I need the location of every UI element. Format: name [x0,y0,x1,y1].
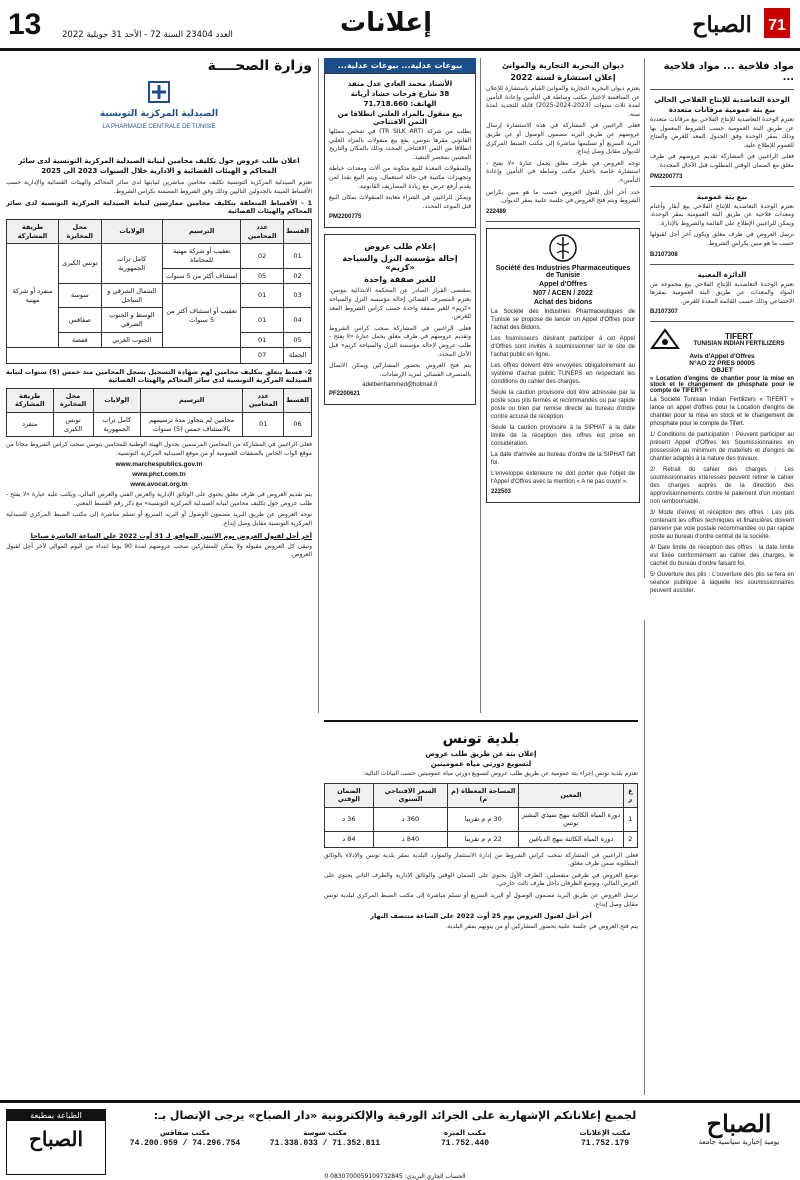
tifert-number: N°AO 22 PRES 00005 [689,360,755,368]
body-text: ويمكن للراغبين في الشراء معاينة المنقولات بمكان البيع قبل الموعد المحدد. [329,194,471,210]
table-cell: 04 [284,308,312,332]
office-item [115,1129,255,1148]
table-cell: 22 م م تقريبا [448,831,519,847]
tender-subtitle: إحالة مؤسسة النزل والسياحة «كريم» [342,254,458,273]
body-text: فعلى الراغبين في المشاركة في هذه الاستشارة إرسال عروضهم عن طريق البريد مضمون الوصول أو عن طريق البريد السريع أو تسليمها مباشرة إلى مكتب الضبط المركزي للديوان مقابل وصل إيداع. [486,122,640,156]
office-name: مكتب المنزه [443,1129,487,1137]
body-text: توجه العروض في ظرف مغلق يحمل عبارة «لا يفتح - استشارة خاصة باختيار مكتب وساطة في التأمين وإعادة التأمين». [486,159,640,184]
table-cell: كامل تراب الجمهورية [93,412,140,436]
table-cell: محامين لم يتجاوز مدة ترسيمهم بالاستئناف خمس (5) سنوات [140,412,243,436]
table-cell: 03 [284,284,312,308]
municipality-subtitle: إعلان بتة عن طريق طلب عروض [425,750,537,758]
section-title: إعلانات [340,8,433,38]
hotel-tender-ad [324,234,476,405]
body-text: 5/ Ouverture des plis : L'ouverture des plis se fera en séance publique à laquelle les soumissionnaires peuvent assister. [650,572,794,595]
table-row [7,412,312,436]
footer-banner [0,1100,800,1180]
ad-ref: PF2200621 [329,391,361,398]
column-header: محل المخابرة [53,388,93,412]
table-cell: 01 [241,284,284,308]
column-header: السعر الافتتاحي السنوي [373,783,448,807]
website-link[interactable]: www.avocat.org.tn [130,481,188,489]
table-cell: منفرد [7,412,54,436]
table-total-row [7,348,312,364]
siphat-date-note: La date d'arrivée au bureau d'ordre de la SIPHAT fait foi. [491,451,635,466]
body-text: تعتزم الوحدة التعاضدية للإنتاج الفلاحي بيع أبقار وأغنام ومعدات فلاحية عن طريق البتة العمومية بمقر الوحدة، ويمكن للراغبين الإطلاع على القائمة والشروط بالإدارة. [650,202,794,227]
divider [650,321,794,322]
body-text: فعلى الراغبين في المشاركة سحب كراس الشروط وتقديم عروضهم في ظرف مغلق يحمل عبارة «لا يفتح - طلب عروض لإحالة مؤسسة النزل والسياحة كريم» قبل الأجل المحدد. [329,324,471,358]
siphat-ad [486,228,640,503]
column-header: الولايات [93,388,140,412]
tifert-subtitle: TUNISIAN INDIAN FERTILIZERS [693,340,785,347]
divider [650,186,794,187]
column-header: الولايات [101,220,162,244]
ministry-title: وزارة الصحــــة [207,58,312,74]
ad-ref: PM2200775 [329,214,362,221]
column-header: المساحة المعطاة (م م) [448,783,519,807]
tifert-object-text: « Location d'engins de chantier pour la mise en stock et le changement de phosphate pour le compte de TIFERT » [650,376,794,395]
header-rule [0,48,800,51]
tender-title: إعلام طلب عروض [364,242,436,252]
pct-logo [99,80,219,150]
tifert-avis: Avis d'Appel d'Offres [689,353,755,361]
omp-title: ديوان البحرية التجارية والموانئ [501,61,625,70]
table-header-row [7,388,312,412]
municipality-deadline: آخر أجل لقبول العروض يوم 25 أوت 2022 على الساعة منتصف النهار [370,912,592,921]
table-cell: تعقيب أو استئناف أكثر من 5 سنوات [163,284,241,348]
body-text: تعتزم الوحدة التعاضدية للإنتاج الفلاحي بيع مرقانات متعددة عن طريق البتة العمومية حسب الشروط المعمول بها وذلك بمقر الوحدة وفق الجدول المعد للغرض والمتاح للعموم للإطلاع عليه. [650,116,794,149]
body-text: والمنقولات المعدة للبيع متكونة من آلات ومعدات خياطة وتجهيزات مكتبية في حالة استعمال، ويتم البيع نقدا لمن يقدم أرفع عرض مع زيادة المصاريف القانونية. [329,165,471,190]
tifert-body: La Société Tunisian Indian Fertilizers « TIFERT » lance un appel d'offres pour la Location d'engins de chantier pour la mise en stock et le changement de phosphate pour le compte de Tifert. [650,397,794,428]
table-cell: 01 [243,412,284,436]
body-text: Les offres doivent être envoyées obligatoirement au système d'achat public TUNEPS en respectant les conditions du cahier des charges. [491,362,635,385]
body-text: Seule la caution provisoire doit être adressée par la poste sous plis fermés et recommandés ou par rapide poste ou bien par remise directe au bureau d'ordre contre accusé de réception. [491,389,635,420]
contact-email: adelbenhammed@hotmail.fr [362,382,438,389]
office-name: مكتب الإعلانات [579,1129,631,1137]
column-divider [480,58,481,713]
table-cell: 01 [241,332,284,348]
table-cell: تونس الكبرى [59,244,102,284]
tifert-title: TIFERT [725,331,753,341]
table-cell: قفصة [59,332,102,348]
office-item [535,1129,675,1148]
table-cell: 06 [284,412,312,436]
body-text: توضع العروض في ظرفين منفصلين: الظرف الأول يحتوي على الضمان الوقتي والوثائق الإدارية والظرف الثاني يحتوي على العرض المالي، ويوضع الظرفان داخل ظرف ثالث خارجي. [324,871,638,888]
body-text: 2/ Retrait du cahier des charges : Les soumissionnaires intéressés peuvent retirer le cahier des charges auprès de la direction des approvisionnements contre le paiement d'un montant non remboursable. [650,467,794,506]
lawyer-address: 38 شارع فرحات حشاد أريانة [350,90,450,98]
table-cell: صفاقس [59,308,102,332]
column-header: القسط [284,388,312,412]
judicial-sale-ad [324,73,476,228]
print-kicker: الطباعة بمطبعة [7,1110,105,1121]
office-phone: 71.752.179 [580,1139,629,1148]
pct-name-fr: LA PHARMACIE CENTRALE DE TUNISIE [102,124,216,130]
agri-sub2: بيع بتة عمومية مرقانات متعددة [668,106,776,114]
table-cell: تونس الكبرى [53,412,93,436]
office-name: مكتب سوسة [303,1129,347,1137]
body-text: ترسل العروض عن طريق البريد مضمون الوصول أو البريد السريع أو تسلم مباشرة إلى مكتب الضبط المركزي لبلدية تونس مقابل وصل إيداع. [324,891,638,908]
merchant-marine-column [486,58,640,713]
table-cell: 01 [241,308,284,332]
print-name: الصباح [28,1127,84,1151]
page-number: 13 [8,8,42,41]
ad-ref: 222503 [491,488,512,495]
body-text: L'enveloppe extérieure ne doit porter que l'objet de l'Appel d'Offres avec la mention « A ne pas ouvrir ». [491,470,635,485]
ad-ref: PM2200773 [650,173,683,180]
office-name: مكتب صفاقس [159,1129,211,1137]
body-text: بمقتضى القرار الصادر عن المحكمة الابتدائية بتونس، يعتزم المتصرف القضائي إحالة مؤسسة النزل والسياحة «كريم» للغير صفقة واحدة حسب كراس الشروط المعد للغرض. [329,287,471,321]
omp-subtitle: إعلان استشارة لسنة 2022 [510,73,616,82]
table-cell: 05 [284,332,312,348]
body-text: فعلى الراغبين في المشاركة من المحامين المرسمين بجدول الهيئة الوطنية للمحامين بتونس سحب كراس الشروط مجانا من موقع الواب الخاص بالصفقات العمومية أو من موقع الصيدلية المركزية التونسية: [6,441,312,457]
column-header: عدد المحامين [243,388,284,412]
column-header: الترسيم [140,388,243,412]
office-phone: 71.338.033 / 71.352.811 [269,1139,381,1148]
table-row [7,244,312,268]
website-link[interactable]: www.phct.com.tn [132,471,186,479]
assabah-logo [684,1109,794,1175]
siphat-title: Société des Industries Pharmaceutiques de Tunisie [495,264,631,279]
ad-ref: BJ107308 [650,251,678,258]
deadline: آخر أجل لقبول العروض يوم الاثنين الموافق لـ 31 أوت 2022 على الساعة العاشرة صباحا [30,531,312,540]
agri-mid-title: بيع بتة عمومية [696,192,748,201]
table-cell: تعقيب أو شركة مهنية للمحاماة [163,244,241,268]
assabah-name: الصباح [706,1109,772,1138]
lot6-table [6,388,312,437]
table-cell: الشمال الشرقي و الساحل [101,284,162,308]
body-text: ترسل العروض في ظرف مغلق ويكون آخر أجل لقبولها حسب ما هو مبين بكراس الشروط. [650,231,794,247]
siphat-ao: Appel d'Offres [539,280,587,288]
divider [650,264,794,265]
body-text: Les fournisseurs désirant participer à cet Appel d'Offres sont invités à soumissionner sur le site de l'achat public en ligne. [491,335,635,358]
tender-intro: اعلان طلب عروض حول تكليف محامين لنيابة الصيدلية المركزية التونسية لدى سائر المحاكم و الهيئات القضائية و الادارية خلال السنوات 2023 الى 2025 [18,157,300,175]
table-cell: 1 [623,807,637,831]
office-item [255,1129,395,1148]
judicial-sales-column [324,58,476,713]
table-cell: منفرد أو شركة مهنية [7,244,59,348]
ad-ref: 222489 [486,208,507,215]
table-cell: 01 [284,244,312,268]
column-header: القسط [284,220,312,244]
siphat-achat: Achat des bidons [533,298,593,306]
total-value: 07 [241,348,284,364]
table-header-row [325,783,638,807]
section2-title: 2- قسط يتعلق بتكليف محامين لهم شهادة التسجيل بسجل المحامين منذ خمس (5) سنوات لنيابة الصيدلية المركزية التونسية لدى سائر المحاكم والهيئات القضائية [6,367,312,384]
body-text: تعتزم الصيدلية المركزية التونسية تكليف محامين مباشرين لنيابتها لدى سائر المحاكم والهيئات القضائية والإدارية حسب الأقساط المبينة بالجدولين التاليين وذلك وفق الشروط المضمنة بكراس الشروط. [6,179,312,195]
column-header: عدد المحامين [241,220,284,244]
column-divider [644,620,645,1095]
health-ministry-column [6,58,312,1098]
municipality-sub2: لتسويغ دورتي مياه عموميتين [430,760,532,768]
body-text: يتم تقديم العروض في ظرف مغلق يحتوي على الوثائق الإدارية والعرض الفني والعرض المالي، ويكتب عليه عبارة «لا يفتح - طلب عروض حول تكليف محامين لنيابة الصيدلية المركزية التونسية» مع ذكر رقم القسط المعني. [6,491,312,507]
table-cell: 02 [284,268,312,284]
table-cell: 84 د [325,831,374,847]
column-header: الترسيم [163,220,241,244]
tifert-ad [650,328,794,595]
office-item [395,1129,535,1148]
body-text: يتم فتح العروض في جلسة علنية بحضور المشاركين أو من ينوبهم بمقر البلدية. [445,923,638,931]
table-cell: الجنوب الغربي [101,332,162,348]
body-text: حدد آخر أجل لقبول العروض حسب ما هو مبين بكراس الشروط ويتم فتح العروض في جلسة علنية بمقر الديوان. [486,188,640,205]
banner-message: لجميع إعلاناتكم الإشهارية على الجرائد الورقية والإلكترونية «دار الصباح» يرجى الإتصال بـ: [153,1109,637,1122]
ad-ref: BJ107307 [650,309,678,316]
offices-list [115,1129,675,1148]
table-cell: 05 [241,268,284,284]
table-cell [7,348,241,364]
sale-notice: بيع منقول بالمزاد العلني انطلاقا من الثمن الافتتاحي [337,110,463,126]
issue-line: العدد 23404 السنة 72 - الأحد 31 جويلية 2022 [62,30,233,40]
website-link[interactable]: www.marchespublics.gov.tn [115,461,203,469]
tifert-objet: OBJET [711,367,733,375]
newspaper-logo [682,4,792,44]
divider [650,89,794,90]
column-header: الضمان الوقتي [325,783,374,807]
body-text: توجه العروض عن طريق البريد مضمون الوصول أو البريد السريع أو تسلم مباشرة إلى مكتب الضبط المركزي للصيدلية المركزية التونسية مقابل وصل إيداع. [6,511,312,528]
agri-subtitle: الوحدة التعاضدية للإنتاج الفلاحي الحالي [654,96,790,104]
body-text: 3/ Mode d'envoi et réception des offres : Les plis contenant les offres techniques et financières doivent parvenir par voie postale recommandée ou par rapide poste au bureau d'ordre central de la société. [650,510,794,541]
judicial-banner: بيوعات عدلية... بيوعات عدلية... [324,58,476,73]
office-phone: 74.200.959 / 74.296.754 [129,1139,241,1148]
column-header: المعين [519,783,623,807]
agri-list-title: الدائرة المعنية [697,270,747,279]
siphat-number: N07 / ACEN / 2022 [533,289,593,297]
body-text: وتبقى كل العروض مقبولة ولا يمكن للمشاركين سحب عروضهم لمدة 90 يوما ابتداء من اليوم الموالي لآخر أجل لقبول العروض. [6,542,312,559]
table-row [325,831,638,847]
body-text: يعتزم ديوان البحرية التجارية والموانئ القيام باستشارة للإعلان عن المنافسة لاختيار مكتب وساطة في التأمين وإعادة التأمين لمدة ثلاث سنوات (2023-2024-2025) قابلة للتجديد لمدة سنة. [486,85,640,118]
column-header: طريقة المشاركة [7,220,59,244]
total-label: الجملة [284,348,312,364]
body-text: 4/ Date limite de réception des offres : la date limite est fixée conformément au cahier des charges, le cachet du bureau d'ordre faisant foi. [650,545,794,568]
body-text: يتم فتح العروض بحضور المشاركين ويمكن الاتصال بالمتصرف القضائي لمزيد الإرشادات. [329,362,471,378]
column-header: ع ر [623,783,637,807]
table-cell: 02 [241,244,284,268]
body-text: فعلى الراغبين في المشاركة تقديم عروضهم في ظرف مغلق مع الضمان الوقتي المطلوب قبل الآجال المحددة. [650,153,794,169]
table-cell: 840 د [373,831,448,847]
tender-subtitle2: للغير صفقة واحدة [364,275,436,285]
body-text: Seule la caution provisoire à la SIPHAT à la date limite de la réception des offres est prise en considération. [491,424,635,447]
body-text: تعتزم بلدية تونس إجراء بتة عمومية عن طريق طلب عروض لتسويغ دورتي مياه عموميتين حسب البيانات التالية: [362,770,638,777]
column-divider [318,58,319,713]
table-cell: كامل تراب الجمهورية [101,244,162,284]
body-text: بطلب من شركة (TR SILK ART) في شخص ممثلها القانوني مقرها بتونس، يقع بيع منقولات بالمزاد العلني انطلاقا من الثمن الافتتاحي المحدد وذلك بالمكان والتاريخ المعينين بمحضر التنفيذ. [329,128,471,161]
lawyer-phone: الهاتف: 71.718.660 [363,100,437,108]
body-text: فعلى الراغبين في المشاركة سحب كراس الشروط من إدارة الاستثمار والموارد البلدية بمقر بلدية تونس والإدلاء بالوثائق المطلوبة ضمن ظرف مغلق. [324,851,638,868]
page-header [0,0,800,50]
divider [486,221,640,222]
body-text: تعتزم الوحدة التعاضدية للإنتاج الفلاحي بيع مجموعة من المواد والمعدات عن طريق البتة العمومية بمقرها الاجتماعي وذلك حسب القائمة المعدة للغرض. [650,280,794,305]
table-cell: 360 د [373,807,448,831]
table-cell: دورة المياه الكائنة بنهج الدباغين [519,831,623,847]
body-text: 1/ Conditions de participation : Peuvent participer au présent Appel d'Offres les Soumissionnaires en possession au minimum de matériels et d'engins de chantier adaptés à la nature des travaux. [650,432,794,463]
table-cell: دورة المياه الكائنة بنهج سيدي البشير تونس [519,807,623,831]
assabah-tagline: يومية إخبارية سياسية جامعة [698,1138,780,1146]
office-phone: 71.752.440 [440,1139,489,1148]
column-header: محل المخابرة [59,220,102,244]
table-row [325,807,638,831]
table-cell: 2 [623,831,637,847]
lawyer-name: الأستاذ محمد العادي عدل منفذ [347,80,453,88]
table-cell: سوسة [59,284,102,308]
agri-ads-column [650,58,794,1098]
logo-text: الصباح [692,12,752,38]
siphat-body: La Société des Industries Pharmaceutiques de Tunisie se propose de lancer un Appel d'Offres pour l'achat des Bidons. [491,308,635,331]
table-cell: 36 د [325,807,374,831]
print-logo [6,1109,106,1175]
logo-prefix: 71 [768,17,786,34]
pct-name: الصيدلية المركزية التونسية [99,109,219,119]
column-divider [644,58,645,578]
municipality-title: بلدية تونس [442,731,520,747]
toilets-table [324,783,638,848]
table-cell: الوسط و الجنوب الشرقي [101,308,162,332]
tifert-logo [650,328,680,350]
bank-account: الحساب الجاري البريدي: 0830700059109732845 0 [324,1173,466,1180]
table-cell: استئناف أكثر من 5 سنوات [163,268,241,284]
section1-title: 1 - الأقساط المتعلقة بتكليف محامين ممارسين لنيابة الصيدلية المركزية التونسية لدى سائر المحاكم والهيئات القضائية [6,199,312,216]
agri-title: مواد فلاحية ... مواد فلاحية ... [663,61,794,83]
municipality-ad [324,720,638,1095]
table-cell: 30 م م تقريبا [448,807,519,831]
column-header: طريقة المشاركة [7,388,54,412]
lots-table [6,219,312,364]
siphat-logo [543,233,583,263]
table-header-row [7,220,312,244]
